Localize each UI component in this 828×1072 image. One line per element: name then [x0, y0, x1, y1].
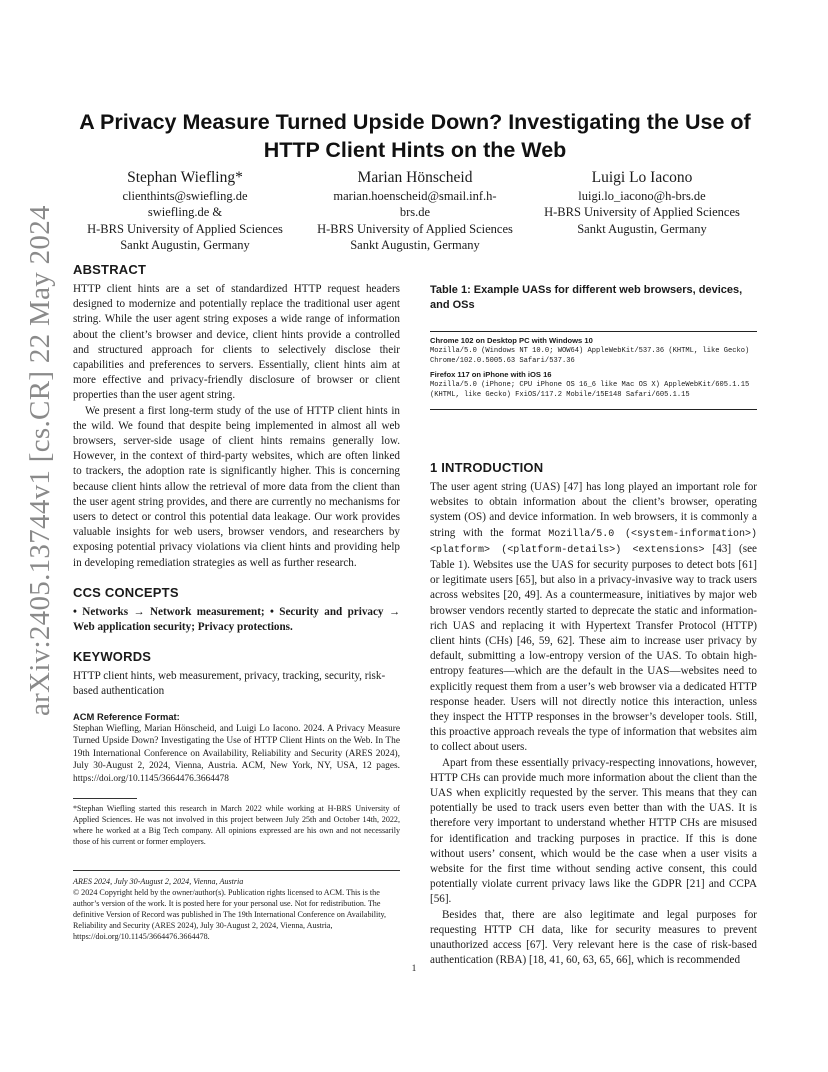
- abstract-heading: ABSTRACT: [73, 262, 147, 277]
- author-1: [72, 168, 298, 253]
- author-website: swiefling.de &: [147, 205, 223, 220]
- intro-text: [43] (see Table 1). Websites use the UAS for security purposes to detect bots [61] or legitimate users [65], but also in a privacy-invasive way to track users across websites [20, 49]. As a countermeasure, initiatives by major web browser vendors recently started to deprecate the static and information-rich UAS and replacing it with Hypertext Transfer Protocol (HTTP) client hints (CHs) [46, 59, 62]. These aim to increase user privacy by default, submitting a low-entropy version of the UAS. To obtain high-entropy features—which are the default in the UAS—websites need to explicitly request them from a user’s web browser via a dedicated HTTP response header. Users will not directly notice this interaction, unless they inspect the HTTP responses in the browser’s developer tools. Still, this proactive approach reveals the type of information that websites aim to collect about users.: [430, 542, 757, 754]
- author-2: [302, 168, 528, 253]
- author-3: [528, 168, 756, 237]
- author-affiliation: H-BRS University of Applied Sciences: [544, 205, 740, 220]
- table-row-title: Chrome 102 on Desktop PC with Windows 10: [430, 336, 593, 345]
- ccs-heading: CCS CONCEPTS: [73, 584, 179, 600]
- copyright-text: © 2024 Copyright held by the owner/author(s). Publication rights licensed to ACM. This is the author’s version of the work. It is posted here for your personal use. Not for redistribution. The definitive Version of Record was published in The 19th International Conference on Availability, Reliability and Security (ARES 2024), July 30-August 2, 2024, Vienna, Austria, https://doi.org/10.1145/3664476.3664478.: [73, 888, 387, 941]
- author-location: Sankt Augustin, Germany: [350, 237, 480, 252]
- author-location: Sankt Augustin, Germany: [120, 237, 250, 252]
- abstract-paragraph-1: HTTP client hints are a set of standardized HTTP request headers designed to modernize and potentially replace the traditional user agent string. While the user agent string exposes a wide range of information about the client’s browser and device, client hints provide a controlled and structured approach for clients to selectively disclose their capabilities and preferences to servers. Essentially, client hints aim at more effective and privacy-friendly disclosure of browser or client properties than the user agent string.: [73, 283, 400, 402]
- table-caption: Table 1: Example UASs for different web browsers, devices, and OSs: [430, 284, 743, 311]
- acm-reference-text: Stephan Wiefling, Marian Hönscheid, and Luigi Lo Iacono. 2024. A Privacy Measure Turned Upside Down? Investigating the Use of HTTP Client Hints on the Web. In The 19th International Conference on Availability, Reliability and Security (ARES 2024), July 30-August 2, 2024, Vienna, Austria. ACM, New York, NY, USA, 12 pages. https://doi.org/10.1145/3664476.3664478: [73, 723, 400, 785]
- introduction-section: [430, 460, 757, 969]
- author-location: Sankt Augustin, Germany: [577, 221, 707, 236]
- author-name: Stephan Wiefling*: [127, 169, 243, 186]
- intro-paragraph-1: [430, 480, 757, 756]
- uas-format-code: Mozilla/5.0 (<system-information>) <platform> (<platform-details>) <extensions>: [430, 528, 757, 556]
- table-row-ua: Mozilla/5.0 (Windows NT 10.0; WOW64) AppleWebKit/537.36 (KHTML, like Gecko) Chrome/102.0.5005.63 Safari/537.36: [430, 347, 750, 365]
- table-row-ua: Mozilla/5.0 (iPhone; CPU iPhone OS 16_6 like Mac OS X) AppleWebKit/605.1.15 (KHTML, like Gecko) FxiOS/117.2 Mobile/15E148 Safari/605.1.15: [430, 381, 750, 399]
- paper-title: A Privacy Measure Turned Upside Down? Investigating the Use of HTTP Client Hints on the Web: [79, 110, 751, 162]
- author-email-cont: brs.de: [399, 205, 431, 220]
- table-row: [430, 336, 757, 366]
- introduction-heading: 1 INTRODUCTION: [430, 460, 544, 475]
- venue-line: ARES 2024, July 30-August 2, 2024, Vienna, Austria: [73, 877, 244, 886]
- author-affiliation: H-BRS University of Applied Sciences: [87, 221, 283, 236]
- uas-table: [430, 331, 757, 410]
- intro-paragraph-2: Apart from these essentially privacy-respecting innovations, however, HTTP CHs can provide much more information about the client than the UAS when explicitly requested by the server. This means that they can potentially be used to track users even better than with the UAS. It is therefore very important to understand whether HTTP CHs are misused for identification and tracking purposes in practice. If this is done without users’ consent, which would be the case when a user visits a website for the first time without sending active consent, this could potentially violate current privacy laws like the GDPR [21] and CCPA [56].: [430, 756, 757, 906]
- author-name: Marian Hönscheid: [357, 169, 473, 186]
- abstract-paragraph-2: We present a first long-term study of the use of HTTP client hints in the wild. We found that despite being implemented in almost all web browsers, server-side usage of client hints remains generally low. However, in the context of third-party websites, which are often linked to trackers, the adoption rate is significantly higher. This is concerning because client hints allow the retrieval of more data from the client than the user agent string provides, and there are currently no mechanisms for users to detect or control this potential data leakage. Our work provides valuable insights for web users, browser vendors, and researchers by exposing potential privacy violations via client hints and providing help in developing remediation strategies as well as further research.: [73, 404, 400, 569]
- author-email: clienthints@swiefling.de: [122, 189, 248, 203]
- page-number: 1: [411, 964, 417, 974]
- footnote: *Stephan Wiefling started this research in March 2022 while working at H-BRS University of Applied Sciences. He was not involved in this project between July 25th and October 14th, 2022, where he worked at a Big Tech company. All opinions expressed are his own and not necessarily those of his current or former employers.: [73, 803, 400, 846]
- keywords-heading: KEYWORDS: [73, 649, 152, 665]
- keywords-text: HTTP client hints, web measurement, privacy, tracking, security, risk-based authentication: [73, 670, 386, 698]
- table-row: [430, 370, 757, 400]
- footnote-rule: [73, 798, 137, 799]
- author-block: [72, 168, 756, 258]
- copyright-block: [73, 870, 400, 942]
- author-email: luigi.lo_iacono@h-brs.de: [578, 189, 706, 203]
- right-column: [430, 283, 757, 969]
- left-column: [73, 262, 400, 847]
- table-row-title: Firefox 117 on iPhone with iOS 16: [430, 370, 552, 379]
- acm-reference-heading: ACM Reference Format:: [73, 710, 180, 722]
- author-affiliation: H-BRS University of Applied Sciences: [317, 221, 513, 236]
- ccs-text: • Networks → Network measurement; • Security and privacy → Web application security; Privacy protections.: [73, 605, 400, 634]
- author-email: marian.hoenscheid@smail.inf.h-: [333, 189, 497, 203]
- intro-text: The user agent string (UAS) [47] has long played an important role for websites to obtain information about the client’s browser, operating system (OS) and device information. In web browsers, it is commonly a string with the format: [430, 481, 757, 539]
- arxiv-identifier: arXiv:2405.13744v1 [cs.CR] 22 May 2024: [24, 205, 56, 716]
- copyright-rule: [73, 870, 400, 871]
- author-name: Luigi Lo Iacono: [591, 169, 693, 186]
- intro-paragraph-3: Besides that, there are also legitimate and legal purposes for requesting HTTP CH data, like for security measures to prevent unauthorized access [67]. Very relevant here is the case of risk-based authentication (RBA) [18, 41, 60, 63, 65, 66], which is recommended: [430, 908, 757, 967]
